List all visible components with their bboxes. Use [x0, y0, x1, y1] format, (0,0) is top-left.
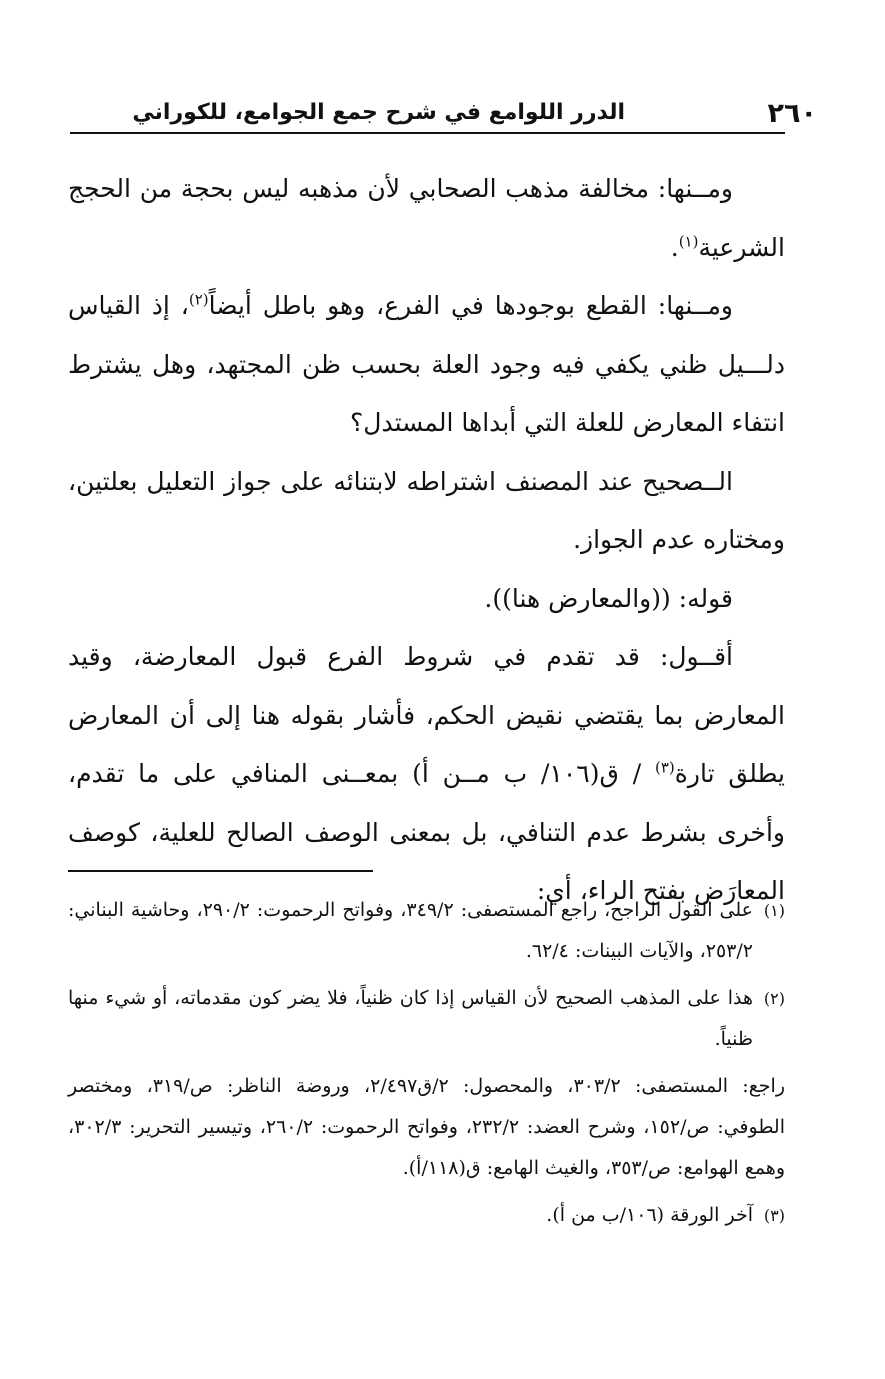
paragraph-4: قوله: ((والمعارض هنا)).	[484, 583, 733, 613]
footnote-1-text: على القول الراجح، راجع المستصفى: ٣٤٩/٢، وفواتح الرحموت: ٢٩٠/٢، وحاشية البناني: ٢٥٣/٢، والآيات البينات: ٦٢/٤.	[68, 899, 753, 962]
paragraph-2-rest: ، إذ القياس دلـــيل ظني يكفي فيه وجود العلة بحسب ظن المجتهد، وهل يشترط انتفاء المعارض للعلة التي أبداها المستدل؟	[68, 291, 785, 437]
paragraph-5-rest: / ق(١٠٦/ ب مــن أ) بمعــنى المنافي على ما تقدم، وأخرى بشرط عدم التنافي، بل بمعنى الوصف الصالح للعلية، كوصف المعارَض بفتح الراء، أي:	[68, 759, 785, 905]
footnote-2-continuation: راجع: المستصفى: ٣٠٣/٢، والمحصول: ٢/ق٢/٤٩٧، وروضة الناظر: ص/٣١٩، ومختصر الطوفي: ص/١٥٢، وشرح العضد: ٢٣٢/٢، وفواتح الرحموت: ٢٦٠/٢، وتيسير التحرير: ٣٠٢/٣، وهمع الهوامع: ص/٣٥٣، والغيث الهامع: ق(١١٨/أ).	[68, 1075, 786, 1179]
paragraph-1	[68, 160, 785, 277]
footnote-2-text: هذا على المذهب الصحيح لأن القياس إذا كان ظنياً، فلا يضر كون مقدماته، أو شيء منها ظنياً.	[68, 987, 753, 1050]
footnote-ref-3: (٣)	[655, 758, 675, 777]
footnote-ref-2: (٢)	[188, 290, 209, 309]
footnote-1-mark: (١)	[763, 901, 785, 920]
paragraph-3: الــصحيح عند المصنف اشتراطه لابتنائه على جواز التعليل بعلتين، ومختاره عدم الجواز.	[68, 466, 785, 554]
footnote-3-text: آخر الورقة (١٠٦/ب من أ).	[546, 1204, 753, 1226]
footnote-1	[68, 890, 785, 972]
footnote-2	[68, 978, 785, 1060]
footnote-2-mark: (٢)	[763, 989, 785, 1008]
footnotes	[68, 890, 785, 1242]
footnote-separator	[68, 870, 373, 872]
paragraph-1-end: .	[670, 232, 679, 262]
footnote-ref-1: (١)	[678, 232, 699, 251]
running-title: الدرر اللوامع في شرح جمع الجوامع، للكوراني	[132, 100, 625, 125]
page-header	[70, 96, 817, 134]
paragraph-5-text: أقــول: قد تقدم في شروط الفرع قبول المعارضة، وقيد المعارض بما يقتضي نقيض الحكم، فأشار بقوله هنا إلى أن المعارض يطلق تارة	[68, 642, 785, 788]
footnote-3-mark: (٣)	[763, 1206, 785, 1225]
footnote-3	[68, 1195, 785, 1236]
paragraph-1-text: ومــنها: مخالفة مذهب الصحابي لأن مذهبه ليس بحجة من الحجج الشرعية	[68, 174, 785, 262]
paragraph-2-text: ومــنها: القطع بوجودها في الفرع، وهو باطل أيضاً	[208, 291, 733, 320]
page-number: ٢٦٠	[767, 98, 817, 129]
paragraph-2	[68, 277, 785, 453]
paragraph-5	[68, 628, 785, 921]
main-text	[68, 160, 785, 921]
